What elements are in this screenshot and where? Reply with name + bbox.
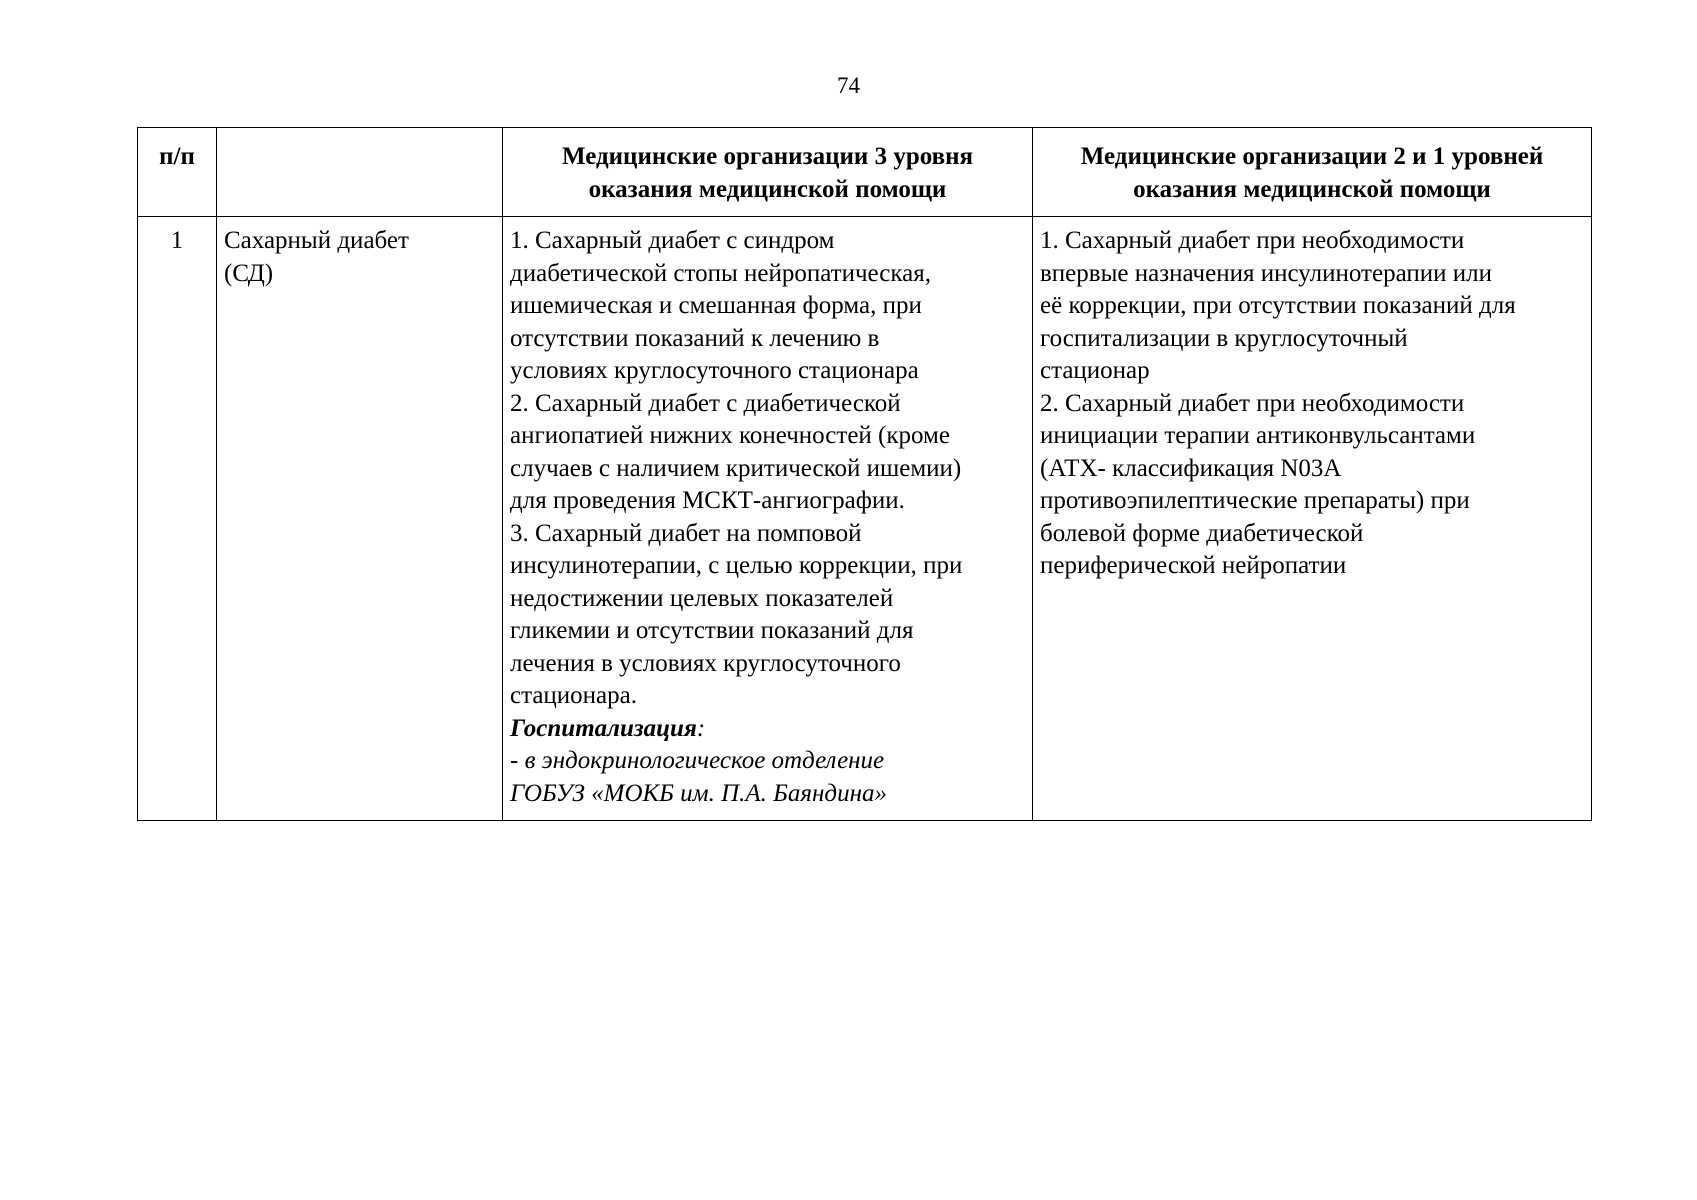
level3-line: 3. Сахарный диабет на помповой bbox=[510, 519, 862, 547]
header-level3 bbox=[503, 128, 1033, 217]
disease-cell bbox=[217, 217, 503, 821]
level21-line: госпитализации в круглосуточный bbox=[1040, 324, 1408, 352]
level21-cell bbox=[1033, 217, 1592, 821]
disease-line: (СД) bbox=[224, 259, 274, 287]
level3-line: ангиопатией нижних конечностей (кроме bbox=[510, 422, 950, 449]
hospitalization-heading bbox=[510, 713, 1026, 746]
hospitalization-line: ГОБУЗ «МОКБ им. П.А. Баяндина» bbox=[510, 779, 887, 807]
row-number: 1 bbox=[138, 217, 217, 821]
level3-line: гликемии и отсутствии показаний для bbox=[510, 617, 914, 644]
level21-line: периферической нейропатии bbox=[1040, 552, 1347, 579]
header-level21 bbox=[1033, 128, 1592, 217]
level3-line: лечения в условиях круглосуточного bbox=[510, 649, 901, 677]
level21-line: (АТХ- классификация N03A bbox=[1040, 454, 1342, 482]
header-disease bbox=[217, 128, 503, 217]
level21-line: 1. Сахарный диабет при необходимости bbox=[1040, 227, 1465, 254]
level3-line: 2. Сахарный диабет с диабетической bbox=[510, 389, 901, 417]
level3-line: случаев с наличием критической ишемии) bbox=[510, 454, 962, 482]
level3-line: инсулинотерапии, с целью коррекции, при bbox=[510, 552, 963, 579]
header-level3-line: Медицинские организации 3 уровня bbox=[561, 143, 974, 170]
disease-line: Сахарный диабет bbox=[224, 227, 409, 254]
level3-line: диабетической стопы нейропатическая, bbox=[510, 259, 931, 287]
level21-line: её коррекции, при отсутствии показаний для bbox=[1040, 292, 1516, 319]
level21-line: впервые назначения инсулинотерапии или bbox=[1040, 259, 1492, 287]
level3-cell bbox=[503, 217, 1033, 821]
hospitalization-colon: : bbox=[696, 714, 706, 742]
level3-line: отсутствии показаний к лечению в bbox=[510, 324, 880, 352]
header-level3-line: оказания медицинской помощи bbox=[588, 175, 947, 203]
level3-line: недостижении целевых показателей bbox=[510, 584, 894, 612]
level3-line: условиях круглосуточного стационара bbox=[510, 357, 919, 384]
referral-table bbox=[137, 127, 1592, 821]
page-number: 74 bbox=[837, 73, 860, 98]
header-level21-line: Медицинские организации 2 и 1 уровней bbox=[1080, 143, 1544, 170]
level21-line: противоэпилептические препараты) при bbox=[1040, 487, 1470, 514]
level3-line: ишемическая и смешанная форма, при bbox=[510, 292, 922, 319]
header-number: п/п bbox=[138, 128, 217, 217]
level21-line: 2. Сахарный диабет при необходимости bbox=[1040, 389, 1465, 417]
hospitalization-label: Госпитализация bbox=[510, 714, 697, 742]
header-level21-line: оказания медицинской помощи bbox=[1133, 175, 1491, 203]
level3-line: для проведения МСКТ-ангиографии. bbox=[510, 487, 905, 514]
level3-line: стационара. bbox=[510, 682, 638, 709]
hospitalization-line: - в эндокринологическое отделение bbox=[510, 747, 885, 774]
table-header-row bbox=[138, 128, 1592, 217]
level21-line: инициации терапии антиконвульсантами bbox=[1040, 422, 1476, 449]
level21-line: болевой форме диабетической bbox=[1040, 519, 1364, 547]
level3-line: 1. Сахарный диабет с синдром bbox=[510, 227, 835, 254]
table-row bbox=[138, 217, 1592, 821]
level21-line: стационар bbox=[1040, 357, 1150, 384]
